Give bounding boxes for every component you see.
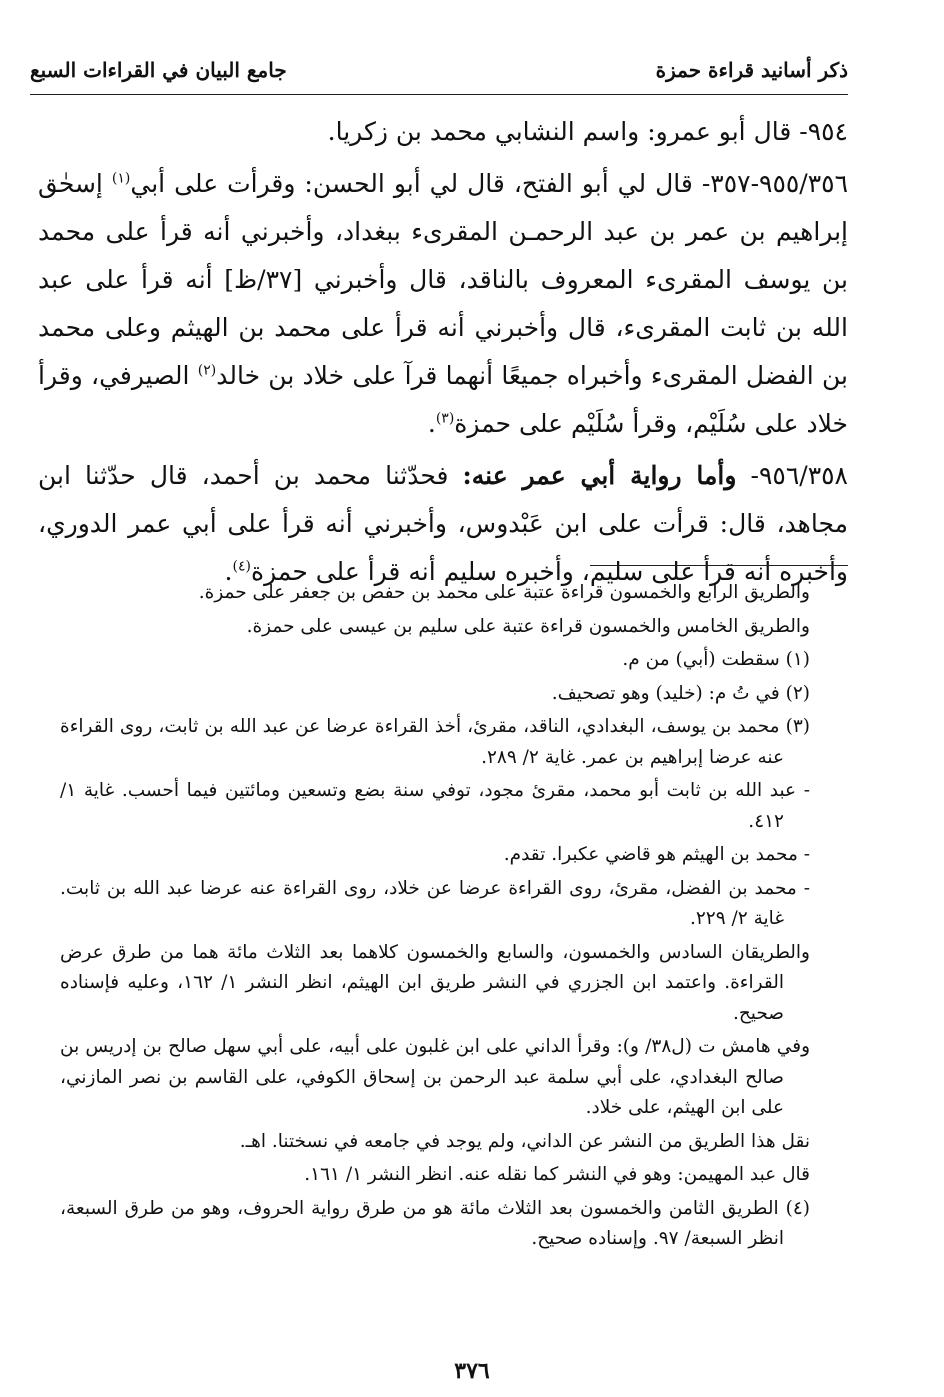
note-line: والطريق الرابع والخمسون قراءة عتبة على محمد بن حفص بن جعفر على حمزة. <box>198 582 810 603</box>
p956-end: . <box>224 557 233 586</box>
p955-end: . <box>427 409 436 438</box>
page-number: ٣٧٦ <box>454 1358 490 1384</box>
note-line: - محمد بن الهيثم هو قاضي عكبرا. تقدم. <box>503 844 810 865</box>
main-text <box>38 108 848 600</box>
p955-mid: إسحٰق إبراهيم بن عمر بن عبد الرحمـن المقرىء ببغداد، وأخبرني أنه قرأ على محمد بن يوسف المقرىء المعروف بالناقد، قال وأخبرني [٣٧/ظ] أنه قرأ على عبد الله بن ثابت المقرىء، قال وأخبرني أنه قرأ على محمد بن الهيثم وعلى محمد بن الفضل المقرىء وأخبراه جميعًا أنهما قرآ على خلاد بن خالد <box>38 169 848 390</box>
header-chapter-title: ذكر أسانيد قراءة حمزة <box>655 58 848 82</box>
footnote-ref-1: (١) <box>111 170 131 187</box>
footnote-separator <box>590 565 848 566</box>
footnote-4: (٤) الطريق الثامن والخمسون بعد الثلاث مائة هو من طرق رواية الحروف، وهو من طرق السبعة، انظر السبعة/ ٩٧. وإسناده صحيح. <box>60 1197 810 1249</box>
note-line: نقل هذا الطريق من النشر عن الداني، ولم يوجد في جامعه في نسختنا. اهـ. <box>239 1130 810 1152</box>
p956-number: ٩٥٦/٣٥٨- <box>736 461 848 490</box>
p956-rest: فحدّثنا محمد بن أحمد، قال حدّثنا ابن مجاهد، قال: قرأت على ابن عَبْدوس، وأخبرني أنه قرأ على أبي عمر الدوري، وأخبره أنه قرأ على سليم، وأخبره سليم أنه قرأ على حمزة <box>38 461 848 586</box>
footnote-3: (٣) محمد بن يوسف، البغدادي، الناقد، مقرئ، أخذ القراءة عرضا عن عبد الله بن ثابت، روى القراءة عنه عرضا إبراهيم بن عمر. غاية ٢/ ٢٨٩. <box>60 716 810 768</box>
footnote-ref-2: (٢) <box>197 362 217 379</box>
note-line: والطريق الخامس والخمسون قراءة عتبة على سليم بن عيسى على حمزة. <box>246 615 810 637</box>
p956-heading: وأما رواية أبي عمر عنه: <box>462 461 737 490</box>
footnote-1: (١) سقطت (أبي) من م. <box>622 649 810 670</box>
footnote-2: (٢) في تُ م: (خليد) وهو تصحيف. <box>551 682 810 704</box>
paragraph-954: ٩٥٤- قال أبو عمرو: واسم النشابي محمد بن زكريا. <box>327 117 848 146</box>
running-header <box>30 58 848 90</box>
header-book-title: جامع البيان في القراءات السبع <box>30 58 287 82</box>
footnote-ref-4: (٤) <box>232 558 251 575</box>
p955-mid2: الصيرفي، وقرأ خلاد على سُلَيْم، وقرأ سُلَيْم على حمزة <box>38 361 848 438</box>
paragraph-956 <box>38 452 848 596</box>
header-rule <box>30 94 848 95</box>
note-line: - عبد الله بن ثابت أبو محمد، مقرئ مجود، توفي سنة بضع وتسعين ومائتين فيما أحسب. غاية ١/ ٤١٢. <box>60 780 810 832</box>
footnotes <box>60 578 810 1258</box>
paragraph-955 <box>38 160 848 448</box>
footnote-ref-3: (٣) <box>435 410 455 427</box>
note-line: والطريقان السادس والخمسون، والسابع والخمسون كلاهما بعد الثلاث مائة هما من طرق عرض القراءة. واعتمد ابن الجزري في النشر طريق ابن الهيثم، انظر النشر ١/ ١٦٢، وعليه فإسناده صحيح. <box>60 941 810 1024</box>
note-line: قال عبد المهيمن: وهو في النشر كما نقله عنه. انظر النشر ١/ ١٦١. <box>304 1164 810 1185</box>
note-line: وفي هامش ت (ل٣٨/ و): وقرأ الداني على ابن غلبون على أبيه، على أبي سهل صالح بن إدريس بن صالح البغدادي، على أبي سلمة عبد الرحمن بن إسحاق الكوفي، على القاسم بن نصر المازني، على ابن الهيثم، على خلاد. <box>60 1036 810 1118</box>
p955-start: ٩٥٥/٣٥٦-٣٥٧- قال لي أبو الفتح، قال لي أبو الحسن: وقرأت على أبي <box>130 169 849 198</box>
note-line: - محمد بن الفضل، مقرئ، روى القراءة عرضا عن خلاد، روى القراءة عنه عرضا عبد الله بن ثابت. غاية ٢/ ٢٢٩. <box>60 877 810 929</box>
